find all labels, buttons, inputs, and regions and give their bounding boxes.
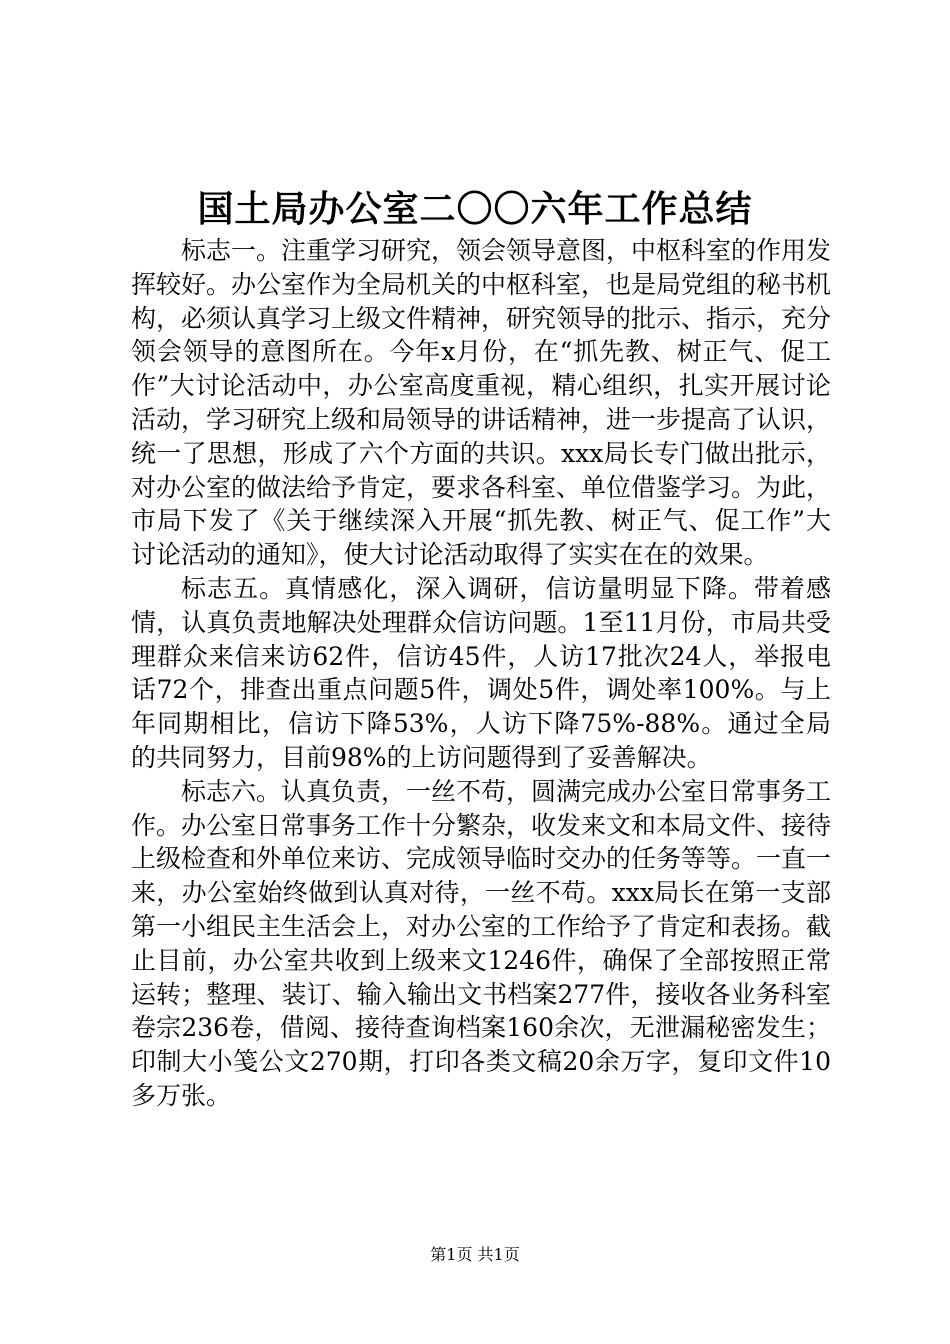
document-title: 国土局办公室二〇〇六年工作总结 <box>197 188 753 230</box>
paragraph-1: 标志一。注重学习研究，领会领导意图，中枢科室的作用发挥较好。办公室作为全局机关的中枢科室，也是局党组的秘书机构，必须认真学习上级文件精神，研究领导的批示、指示，充分领会领导的意图所在。今年x月份，在“抓先教、树正气、促工作”大讨论活动中，办公室高度重视，精心组织，扎实开展讨论活动，学习研究上级和局领导的讲话精神，进一步提高了认识，统一了思想，形成了六个方面的共识。xxx局长专门做出批示，对办公室的做法给予肯定，要求各科室、单位借鉴学习。为此，市局下发了《关于继续深入开展“抓先教、树正气、促工作”大讨论活动的通知》，使大讨论活动取得了实实在在的效果。 <box>131 236 832 570</box>
page-footer: 第1页 共1页 <box>430 1245 520 1264</box>
document-body <box>131 234 831 1113</box>
paragraph-2: 标志五。真情感化，深入调研，信访量明显下降。带着感情，认真负责地解决处理群众信访问题。1至11月份，市局共受理群众来信来访62件，信访45件，人访17批次24人，举报电话72个，排查出重点问题5件，调处5件，调处率100%。与上年同期相比，信访下降53%，人访下降75%-88%。通过全局的共同努力，目前98%的上访问题得到了妥善解决。 <box>131 573 831 772</box>
paragraph-3: 标志六。认真负责，一丝不苟，圆满完成办公室日常事务工作。办公室日常事务工作十分繁杂，收发来文和本局文件、接待上级检查和外单位来访、完成领导临时交办的任务等等。一直一来，办公室始终做到认真对待，一丝不苟。xxx局长在第一支部第一小组民主生活会上，对办公室的工作给予了肯定和表扬。截止目前，办公室共收到上级来文1246件，确保了全部按照正常运转；整理、装订、输入输出文书档案277件，接收各业务科室卷宗236卷，借阅、接待查询档案160余次，无泄漏秘密发生；印制大小笺公文270期，打印各类文稿20余万字，复印文件10多万张。 <box>131 776 832 1110</box>
